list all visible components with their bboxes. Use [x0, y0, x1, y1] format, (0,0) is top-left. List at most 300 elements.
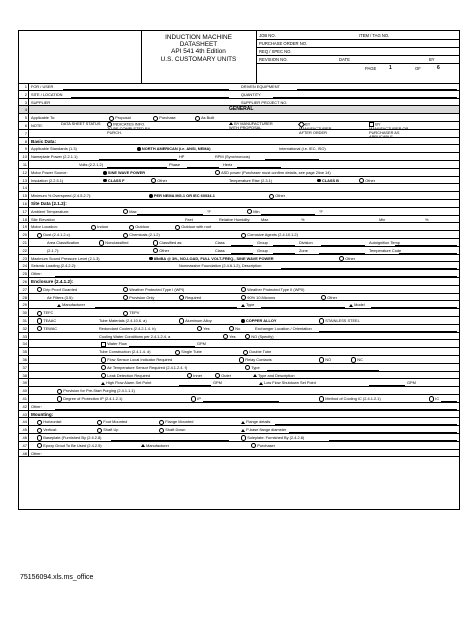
form-row-31: [19, 317, 459, 325]
radio-circle-icon[interactable]: [101, 365, 106, 370]
row-47-s2[interactable]: [251, 442, 275, 449]
field-label: SUPPLIER: [31, 99, 51, 105]
row-5-a: [31, 114, 55, 121]
radio-circle-icon[interactable]: [241, 233, 246, 238]
row-24-a: [31, 262, 76, 269]
radio-circle-icon[interactable]: [241, 435, 246, 440]
form-row-35: [19, 348, 459, 356]
radio-circle-icon[interactable]: [245, 365, 250, 370]
row-9-a: [31, 145, 77, 152]
row-15-a: [31, 192, 91, 199]
row-19-s1[interactable]: [91, 223, 108, 230]
row-number: 1: [19, 83, 29, 90]
item-tag-label: ITEM / TAG NO.: [359, 33, 390, 38]
radio-circle-icon[interactable]: [429, 396, 434, 401]
field-label: P-base flange diameter: [246, 427, 287, 433]
field-label: Manufacturer: [62, 302, 86, 308]
row-number: 26: [19, 278, 29, 285]
field-label: RPM (Synchronous): [215, 154, 251, 160]
row-22-s1[interactable]: [153, 247, 169, 254]
row-15-s2[interactable]: [269, 192, 285, 199]
radio-circle-icon[interactable]: [101, 373, 106, 378]
row-38-s3[interactable]: [215, 372, 231, 379]
row-44-s1[interactable]: [97, 418, 127, 425]
field-label: TEAAC: [43, 318, 57, 323]
row-3-a: [31, 99, 50, 106]
row-20-a[interactable]: [37, 231, 70, 238]
form-row-41: [19, 395, 459, 403]
row-41-a[interactable]: [57, 395, 122, 402]
radio-circle-icon[interactable]: [57, 389, 62, 394]
field-label: CLASS F: [107, 177, 125, 183]
radio-circle-icon[interactable]: [37, 287, 42, 292]
row-46-a[interactable]: [37, 434, 101, 441]
field-label: SINE WAVE POWER: [107, 169, 145, 175]
radio-circle-icon[interactable]: [37, 428, 42, 433]
field-label: Tube Construction (2.4.1.4. d): [99, 349, 151, 355]
field-label: Double Tube: [249, 349, 272, 355]
row-35-s3[interactable]: [243, 348, 271, 355]
radio-circle-icon[interactable]: [175, 225, 180, 230]
row-15-s1[interactable]: [149, 192, 215, 199]
radio-circle-icon[interactable]: [129, 225, 134, 230]
radio-circle-icon[interactable]: [191, 396, 196, 401]
row-24-s1: [179, 262, 261, 269]
field-label: Other: [327, 294, 338, 300]
radio-circle-icon[interactable]: [37, 318, 42, 323]
field-label: High Flow Alarm Set Point: [106, 380, 152, 386]
row-21-a: [47, 239, 79, 246]
radio-circle-icon[interactable]: [223, 334, 228, 339]
row-number: 27: [19, 286, 29, 293]
form-row-40: [19, 387, 459, 395]
row-29-s2: [349, 301, 365, 308]
row-number: 42: [19, 403, 29, 410]
form-row-24: [19, 262, 459, 270]
row-6-ds: [61, 122, 105, 126]
radio-circle-icon[interactable]: [37, 233, 42, 238]
form-row-20: [19, 231, 459, 239]
field-label: Exchanger Location / Orientation: [255, 325, 312, 331]
radio-circle-icon[interactable]: [123, 287, 128, 292]
radio-circle-icon[interactable]: [37, 420, 42, 425]
field-label: Tube Materials (2.4.10.6. a): [99, 318, 147, 323]
field-label: 85dBA @ 3ft., NO-LOAD, FULL VOLT-FREQ., SINE WAVE POWER: [153, 255, 274, 261]
row-number: 37: [19, 364, 29, 371]
row-37-s1[interactable]: [101, 364, 187, 371]
form-row-29: [19, 301, 459, 309]
form-row-10: [19, 153, 459, 161]
row-22-s3: [257, 247, 268, 254]
row-36-s1[interactable]: [101, 356, 172, 363]
row-45-s1[interactable]: [97, 426, 118, 433]
triangle-marker-icon: [241, 429, 245, 432]
row-23-s1[interactable]: [149, 255, 274, 262]
field-label: Inner: [193, 372, 203, 378]
row-18-s5: [379, 216, 385, 223]
field-label: DRIVEN EQUIPMENT: [241, 84, 280, 89]
radio-circle-icon[interactable]: [153, 240, 158, 245]
field-label: Provision Only: [129, 294, 155, 300]
form-row-45: [19, 426, 459, 434]
row-18-s4: [301, 216, 304, 223]
field-label: Other: [365, 177, 376, 183]
field-label: TEFC: [43, 310, 54, 316]
field-label: Nameplate Power (2.2.1.1): [31, 154, 78, 160]
row-46-s1[interactable]: [241, 434, 304, 441]
form-row-43: [19, 411, 459, 419]
triangle-marker-icon: [141, 444, 145, 447]
field-label: Outdoor: [135, 224, 150, 230]
field-label: Horizontal:: [43, 419, 62, 425]
field-label: Cooling Water Conditions per 2.4.1.2.4. a: [99, 333, 171, 339]
selected-radio-icon[interactable]: [149, 194, 153, 198]
row-35-s2[interactable]: [175, 348, 202, 355]
field-label: Purchaser: [257, 442, 276, 448]
row-32-s2[interactable]: [197, 325, 210, 332]
field-label: IC: [435, 396, 440, 401]
row-33-s2[interactable]: [223, 333, 236, 340]
field-label: Redundant Coolers (2.4.2.1.4. b): [99, 325, 156, 331]
radio-circle-icon[interactable]: [123, 295, 128, 300]
row-32-s3[interactable]: [229, 325, 240, 332]
radio-circle-icon[interactable]: [251, 443, 256, 448]
row-number: 40: [19, 387, 29, 394]
checkbox-icon[interactable]: [101, 342, 106, 347]
field-label: Insulation (2.2.5.1): [31, 177, 64, 183]
row-32-a[interactable]: [37, 325, 57, 332]
row-27-s1[interactable]: [123, 286, 184, 293]
row-12-s2[interactable]: [215, 169, 331, 176]
radio-circle-icon[interactable]: [195, 116, 200, 121]
date-label: DATE: [339, 57, 350, 62]
triangle-marker-icon: [57, 304, 61, 307]
form-row-37: [19, 364, 459, 372]
field-label: Outer: [221, 372, 232, 378]
field-label: Weather Protected Type I (WPI): [129, 286, 185, 292]
field-label: Temperature Code: [369, 247, 402, 253]
row-13-s4[interactable]: [317, 177, 339, 184]
row-number: 34: [19, 340, 29, 347]
row-30-a[interactable]: [37, 309, 53, 316]
field-label: Model: [354, 302, 365, 308]
row-44-s3: [241, 418, 270, 425]
datasheet-header: [19, 31, 459, 84]
radio-circle-icon[interactable]: [215, 170, 220, 175]
radio-circle-icon[interactable]: [229, 326, 234, 331]
row-44-s2[interactable]: [159, 418, 193, 425]
radio-circle-icon[interactable]: [159, 428, 164, 433]
row-9-s1[interactable]: [137, 145, 211, 152]
form-row-7: [19, 130, 459, 138]
row-34-s1[interactable]: [101, 340, 127, 347]
field-label: Class: [215, 247, 225, 253]
row-22-a: [47, 247, 59, 254]
radio-circle-icon[interactable]: [151, 178, 156, 183]
row-28-s2[interactable]: [179, 294, 201, 301]
row-number: 18: [19, 216, 29, 223]
form-row-28: [19, 294, 459, 302]
selected-radio-icon[interactable]: [103, 171, 107, 175]
radio-circle-icon[interactable]: [359, 178, 364, 183]
radio-circle-icon[interactable]: [245, 334, 250, 339]
field-label: SITE / LOCATION: [31, 91, 63, 97]
row-number: 48: [19, 450, 29, 457]
field-label: BY MANUFACTURER WITH PROPOSAL: [229, 121, 273, 130]
row-33-s3[interactable]: [245, 333, 274, 340]
row-27-a[interactable]: [37, 286, 77, 293]
triangle-marker-icon: [253, 374, 257, 377]
form-row-3: [19, 99, 459, 107]
row-number: 35: [19, 348, 29, 355]
row-20-s1[interactable]: [123, 231, 160, 238]
form-row-38: [19, 372, 459, 380]
field-label: Classified as:: [159, 240, 183, 245]
form-row-48: [19, 450, 459, 458]
radio-circle-icon[interactable]: [179, 295, 184, 300]
radio-circle-icon[interactable]: [321, 295, 326, 300]
row-21-s2[interactable]: [153, 239, 182, 246]
field-label: Baseplate (Furnished By (2.4.2.8): [43, 435, 102, 440]
radio-circle-icon[interactable]: [37, 326, 42, 331]
radio-circle-icon[interactable]: [57, 396, 62, 401]
section-title: GENERAL: [229, 106, 254, 113]
form-row-16: [19, 200, 459, 208]
field-label: SUPPLIER PROJECT NO.: [241, 99, 288, 105]
radio-circle-icon[interactable]: [243, 350, 248, 355]
form-row-12: [19, 169, 459, 177]
row-38-s1[interactable]: [101, 372, 150, 379]
radio-circle-icon[interactable]: [175, 350, 180, 355]
radio-circle-icon[interactable]: [123, 209, 128, 214]
row-28-s3[interactable]: [241, 294, 275, 301]
field-label: °F: [207, 208, 211, 214]
row-21-s3: [215, 239, 225, 246]
row-number: 10: [19, 153, 29, 160]
row-18-a: [31, 216, 55, 223]
form-row-23: [19, 255, 459, 263]
form-row-39: [19, 379, 459, 387]
row-28-s1[interactable]: [123, 294, 154, 301]
row-31-s3[interactable]: [241, 317, 276, 324]
row-47-a[interactable]: [37, 442, 102, 449]
row-38-s2[interactable]: [187, 372, 202, 379]
row-number: 21: [19, 239, 29, 246]
radio-circle-icon[interactable]: [215, 373, 220, 378]
radio-circle-icon[interactable]: [269, 194, 274, 199]
field-label: Single Tube: [181, 349, 202, 355]
row-23-a: [31, 255, 100, 262]
triangle-marker-icon: [101, 382, 105, 385]
field-label: Max: [261, 216, 269, 222]
row-17-s3[interactable]: [247, 208, 260, 215]
field-label: NORTH AMERICAN (i.e. ANSI, NEMA): [141, 146, 211, 152]
radio-circle-icon[interactable]: [37, 435, 42, 440]
radio-circle-icon[interactable]: [319, 357, 324, 362]
radio-circle-icon[interactable]: [37, 443, 42, 448]
radio-circle-icon[interactable]: [91, 225, 96, 230]
row-20-s2[interactable]: [241, 231, 298, 238]
row-22-s5: [369, 247, 401, 254]
radio-circle-icon[interactable]: [37, 311, 42, 316]
form-row-27: [19, 286, 459, 294]
form-row-2: [19, 91, 459, 99]
row-43-a: [31, 411, 53, 418]
row-41-s2[interactable]: [319, 395, 381, 402]
row-number: 15: [19, 192, 29, 199]
row-5-c1[interactable]: [109, 114, 131, 121]
row-10-s2: [215, 153, 250, 160]
radio-circle-icon[interactable]: [197, 326, 202, 331]
row-31-s2[interactable]: [179, 317, 212, 324]
field-label: Phase: [169, 162, 181, 167]
row-6-a: [31, 122, 43, 129]
row-39-s1: [101, 379, 151, 386]
row-26-a: [31, 278, 73, 285]
radio-circle-icon[interactable]: [319, 396, 324, 401]
row-8-a: [31, 138, 56, 145]
field-label: Nonclassified: [105, 240, 129, 245]
row-33-s1: [99, 333, 170, 340]
row-30-s1[interactable]: [123, 309, 139, 316]
radio-circle-icon[interactable]: [241, 295, 246, 300]
row-41-s3[interactable]: [429, 395, 439, 402]
row-13-s1[interactable]: [103, 177, 125, 184]
radio-circle-icon[interactable]: [153, 248, 158, 253]
field-label: FOR / USER: [31, 84, 54, 89]
radio-circle-icon[interactable]: [239, 357, 244, 362]
selected-radio-icon[interactable]: [103, 179, 107, 183]
field-label: Shaft Up: [103, 427, 119, 433]
field-label: Flow Sensor Local Indicator Required: [107, 357, 173, 362]
row-19-s3[interactable]: [175, 223, 211, 230]
row-31-s4[interactable]: [319, 317, 360, 324]
row-11-s1: [169, 161, 180, 168]
row-number: 4: [19, 106, 29, 113]
radio-circle-icon[interactable]: [187, 373, 192, 378]
selected-radio-icon[interactable]: [241, 319, 245, 323]
row-13-a: [31, 177, 63, 184]
row-number: 38: [19, 372, 29, 379]
radio-circle-icon[interactable]: [99, 240, 104, 245]
radio-circle-icon[interactable]: [319, 318, 324, 323]
row-19-s2[interactable]: [129, 223, 149, 230]
row-29-a: [57, 301, 85, 308]
row-40-a[interactable]: [57, 387, 135, 394]
row-21-s1[interactable]: [99, 239, 128, 246]
field-label: Purchase: [159, 115, 176, 121]
field-label: Shaft Down: [165, 427, 186, 433]
row-44-a[interactable]: [37, 418, 62, 425]
radio-circle-icon[interactable]: [109, 116, 114, 121]
radio-circle-icon[interactable]: [97, 420, 102, 425]
field-label: Minimum % Overspeed (2.4.5.2.7):: [31, 193, 92, 199]
field-label: DATA SHEET STATUS: [61, 121, 101, 126]
row-5-c3[interactable]: [195, 114, 214, 121]
row-23-s2[interactable]: [339, 255, 355, 262]
page-number: 1: [389, 65, 392, 71]
radio-circle-icon[interactable]: [159, 420, 164, 425]
row-37-s2[interactable]: [245, 364, 260, 371]
row-45-a[interactable]: [37, 426, 57, 433]
radio-circle-icon[interactable]: [247, 209, 252, 214]
radio-circle-icon[interactable]: [179, 318, 184, 323]
radio-circle-icon[interactable]: [351, 357, 356, 362]
row-41-s1[interactable]: [191, 395, 201, 402]
selected-radio-icon[interactable]: [149, 257, 153, 261]
row-5-c2[interactable]: [153, 114, 176, 121]
radio-circle-icon[interactable]: [153, 116, 158, 121]
row-31-a[interactable]: [37, 317, 56, 324]
radio-circle-icon[interactable]: [101, 357, 106, 362]
row-36-s2[interactable]: [239, 356, 272, 363]
field-label: Dust (2.4.1.2.c): [43, 232, 70, 238]
row-47-s1: [141, 442, 169, 449]
form-row-11: [19, 161, 459, 169]
row-number: 44: [19, 418, 29, 425]
row-28-s4[interactable]: [321, 294, 337, 301]
field-label: Required: [185, 294, 202, 300]
field-label: Corrosive Agents (2.4.10.1.2): [247, 232, 298, 238]
field-label: Other: [159, 247, 170, 253]
field-label: Indoor: [97, 224, 109, 230]
row-36-s4[interactable]: [351, 356, 363, 363]
form-row-34: [19, 340, 459, 348]
row-13-s2[interactable]: [151, 177, 167, 184]
row-39-s2: [213, 379, 222, 386]
field-label: Feet: [185, 216, 193, 222]
row-12-s1[interactable]: [103, 169, 145, 176]
row-17-s2: [207, 208, 211, 215]
radio-circle-icon[interactable]: [97, 428, 102, 433]
radio-circle-icon[interactable]: [339, 256, 344, 261]
field-label: Air Filters (3.5):: [47, 294, 74, 300]
row-11-s2: [223, 161, 232, 168]
row-39-s4: [407, 379, 416, 386]
row-27-s2[interactable]: [241, 286, 304, 293]
radio-circle-icon[interactable]: [123, 311, 128, 316]
field-label: Ambient Temperature:: [31, 208, 70, 214]
form-row-32: [19, 325, 459, 333]
row-32-s1: [99, 325, 156, 332]
field-label: INDICATES INFO. TO BE COMPLETED BY PURCH.: [107, 121, 151, 135]
form-row-6: [19, 121, 459, 139]
fill-in-line[interactable]: [55, 456, 457, 457]
row-36-s3[interactable]: [319, 356, 331, 363]
row-45-s2[interactable]: [159, 426, 185, 433]
form-row-13: [19, 177, 459, 185]
page-total: 6: [437, 65, 440, 71]
selected-radio-icon[interactable]: [137, 147, 141, 151]
row-18-s2: [219, 216, 250, 223]
form-row-30: [19, 309, 459, 317]
field-label: Flange Mounted: [165, 419, 194, 425]
row-17-s1[interactable]: [123, 208, 137, 215]
row-number: 47: [19, 442, 29, 449]
field-label: Group: [257, 247, 268, 253]
field-label: Other:: [31, 403, 42, 409]
form-row-1: [19, 83, 459, 91]
field-label: Hertz: [223, 162, 233, 167]
field-label: %: [301, 216, 305, 222]
field-label: Area Classification: [47, 240, 80, 245]
radio-circle-icon[interactable]: [123, 233, 128, 238]
row-17-s4: [319, 208, 323, 215]
radio-circle-icon[interactable]: [241, 287, 246, 292]
selected-radio-icon[interactable]: [317, 179, 321, 183]
row-10-s1: [179, 153, 184, 160]
field-label: Applicable To:: [31, 115, 56, 121]
